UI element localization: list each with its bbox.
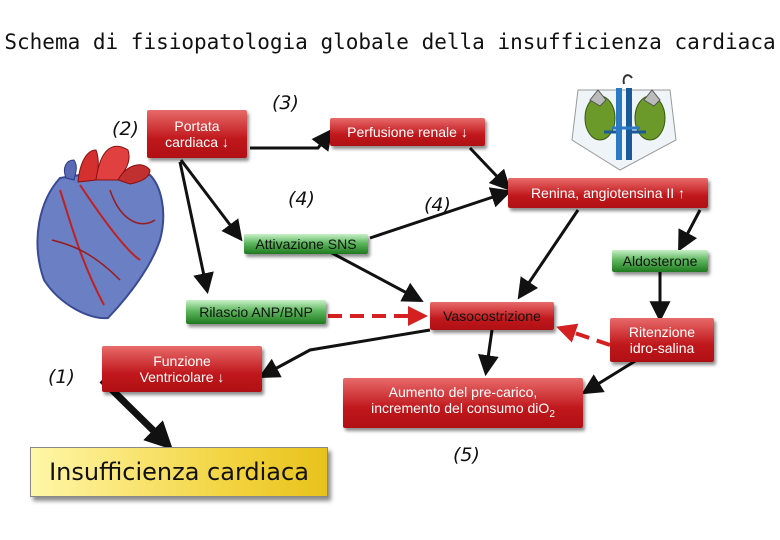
node-perfusione-renale	[330, 118, 485, 146]
arrow-portata-perfusione	[250, 132, 330, 148]
vasocostrizione-text: Vasocostrizione	[443, 308, 541, 324]
down-arrow-icon: ↓	[460, 124, 468, 140]
portata-line1: Portata	[174, 118, 220, 134]
node-insufficienza-cardiaca: Insufficienza cardiaca	[30, 447, 328, 497]
arrow-portata-anp	[180, 162, 207, 290]
node-portata-cardiaca	[147, 110, 247, 158]
node-funzione-ventricolare	[102, 346, 262, 392]
funzione-line2	[140, 369, 225, 385]
ritenzione-line1: Ritenzione	[628, 324, 696, 340]
node-aldosterone: Aldosterone	[612, 250, 708, 272]
aumento-subscript: 2	[549, 408, 555, 420]
portata-line2	[165, 134, 229, 150]
arrow-perfusione-renina	[470, 148, 508, 188]
node-ritenzione-idrosalina	[610, 318, 714, 362]
diagram-title: Schema di fisiopatologia globale della insufficienza cardiaca	[4, 30, 776, 54]
ritenzione-line2: idro-salina	[629, 340, 695, 356]
step-label-4b: (4)	[424, 194, 451, 216]
step-label-3: (3)	[272, 92, 299, 114]
arrow-renina-vasocostrizione	[520, 210, 578, 296]
step-label-1: (1)	[48, 366, 75, 388]
node-renina-angiotensina	[508, 178, 708, 208]
up-arrow-icon: ↑	[678, 185, 686, 201]
arrow-ritenzione-aumento	[585, 358, 640, 392]
renina-text: Renina, angiotensina II	[530, 185, 675, 201]
aumento-line2-text: incremento del consumo di	[371, 399, 539, 416]
aumento-oxygen-symbol: O	[538, 399, 550, 416]
portata-line2-text: cardiaca	[165, 134, 219, 150]
node-attivazione-sns: Attivazione SNS	[244, 234, 368, 254]
arrow-vasocostrizione-aumento	[486, 330, 492, 372]
node-rilascio-anp-bnp: Rilascio ANP/BNP	[186, 300, 326, 324]
aumento-line2	[371, 400, 555, 423]
arrow-renina-aldosterone	[680, 210, 700, 248]
arrow-vasocostrizione-funzione	[262, 330, 430, 376]
funzione-line1: Funzione	[153, 353, 211, 369]
dashed-arrow-ritenzione-vasocostrizione	[560, 328, 610, 345]
perfusione-text: Perfusione renale	[347, 124, 457, 140]
step-label-5: (5)	[453, 444, 480, 466]
node-aumento-precarico	[343, 378, 583, 428]
down-arrow-icon: ↓	[221, 134, 229, 150]
step-label-4a: (4)	[288, 188, 315, 210]
funzione-line2-text: Ventricolare	[139, 369, 214, 385]
arrow-sns-vasocostrizione	[330, 252, 420, 300]
aumento-line1: Aumento del pre-carico,	[388, 383, 538, 400]
down-arrow-icon: ↓	[217, 369, 225, 385]
step-label-2: (2)	[112, 118, 139, 140]
arrow-portata-sns	[181, 160, 240, 238]
node-vasocostrizione	[430, 302, 554, 330]
